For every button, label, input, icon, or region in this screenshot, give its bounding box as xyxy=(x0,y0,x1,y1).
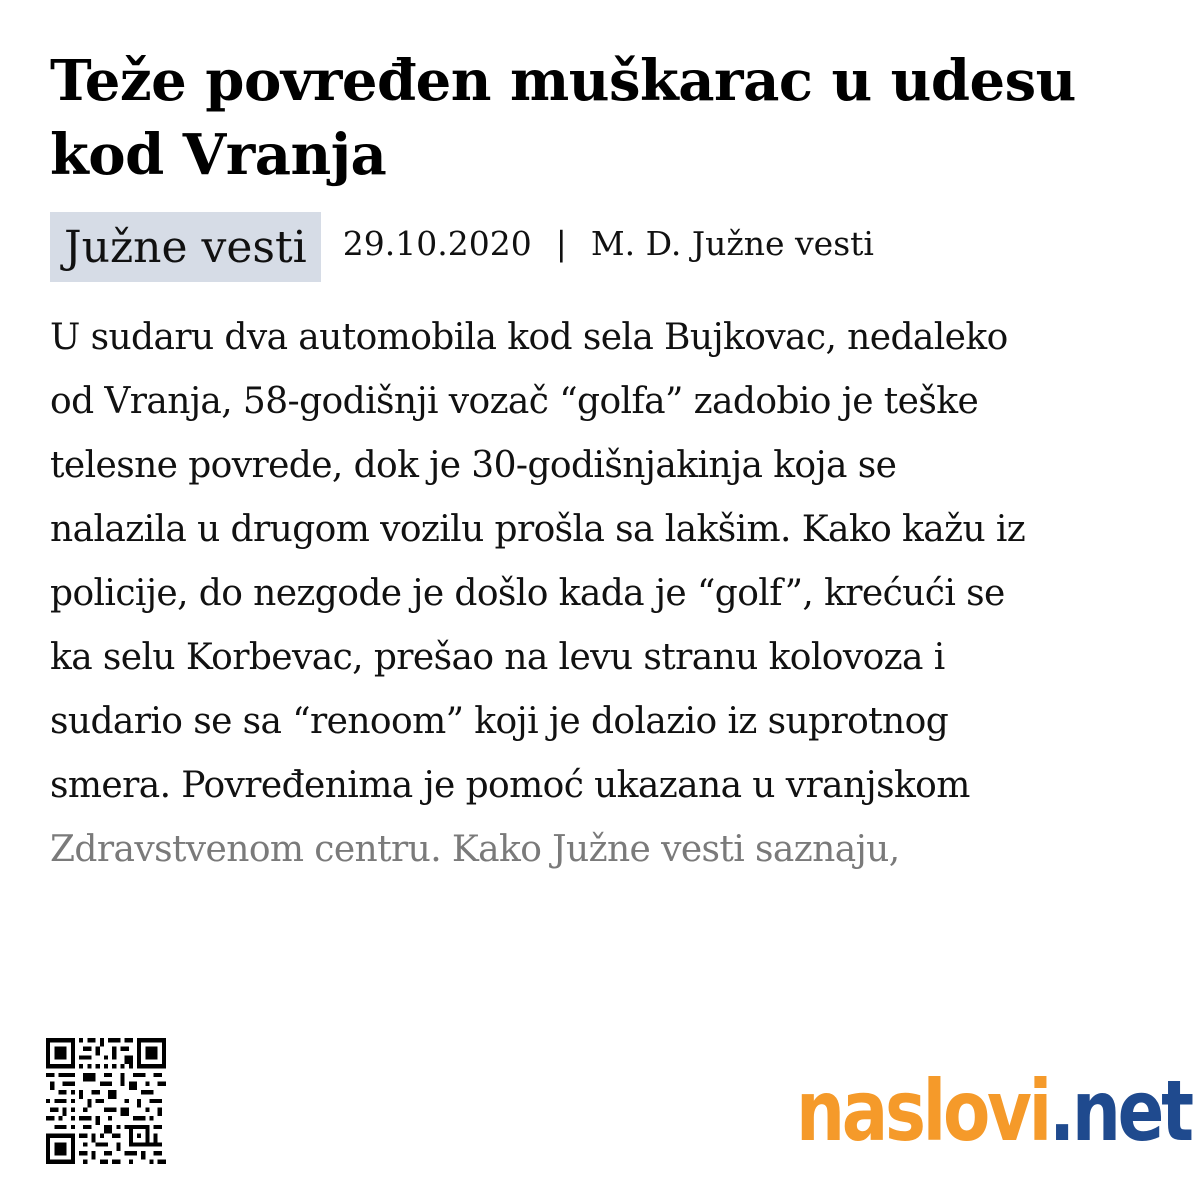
qr-code-icon[interactable] xyxy=(46,1038,166,1164)
logo-net: .net xyxy=(1049,1062,1191,1160)
article-author: M. D. Južne vesti xyxy=(590,223,874,263)
body-line: telesne povrede, dok je 30-godišnjakinja koja se xyxy=(50,445,897,486)
source-badge[interactable]: Južne vesti xyxy=(50,212,321,282)
body-line: smera. Povređenima je pomoć ukazana u vranjskom xyxy=(50,765,970,806)
article-date: 29.10.2020 xyxy=(342,223,532,263)
article-headline: Teže povređen muškarac u udesu kod Vranja xyxy=(50,48,1076,188)
meta-line xyxy=(343,224,874,263)
body-line: nalazila u drugom vozilu prošla sa lakšim. Kako kažu iz xyxy=(50,509,1026,550)
body-line: ka selu Korbevac, prešao na levu stranu kolovoza i xyxy=(50,637,945,678)
body-line: sudario se sa “renoom” koji je dolazio iz suprotnog xyxy=(50,701,949,742)
article-body xyxy=(50,306,1160,882)
body-line: U sudaru dva automobila kod sela Bujkovac, nedaleko xyxy=(50,317,1008,358)
body-line: policije, do nezgode je došlo kada je “golf”, krećući se xyxy=(50,573,1005,614)
naslovi-net-logo[interactable] xyxy=(796,1062,1191,1172)
meta-separator: | xyxy=(555,223,567,263)
body-line-faded: Zdravstvenom centru. Kako Južne vesti saznaju, xyxy=(50,829,900,870)
logo-naslovi: naslovi xyxy=(796,1062,1050,1160)
article-meta xyxy=(50,212,874,282)
body-line: od Vranja, 58-godišnji vozač “golfa” zadobio je teške xyxy=(50,381,979,422)
